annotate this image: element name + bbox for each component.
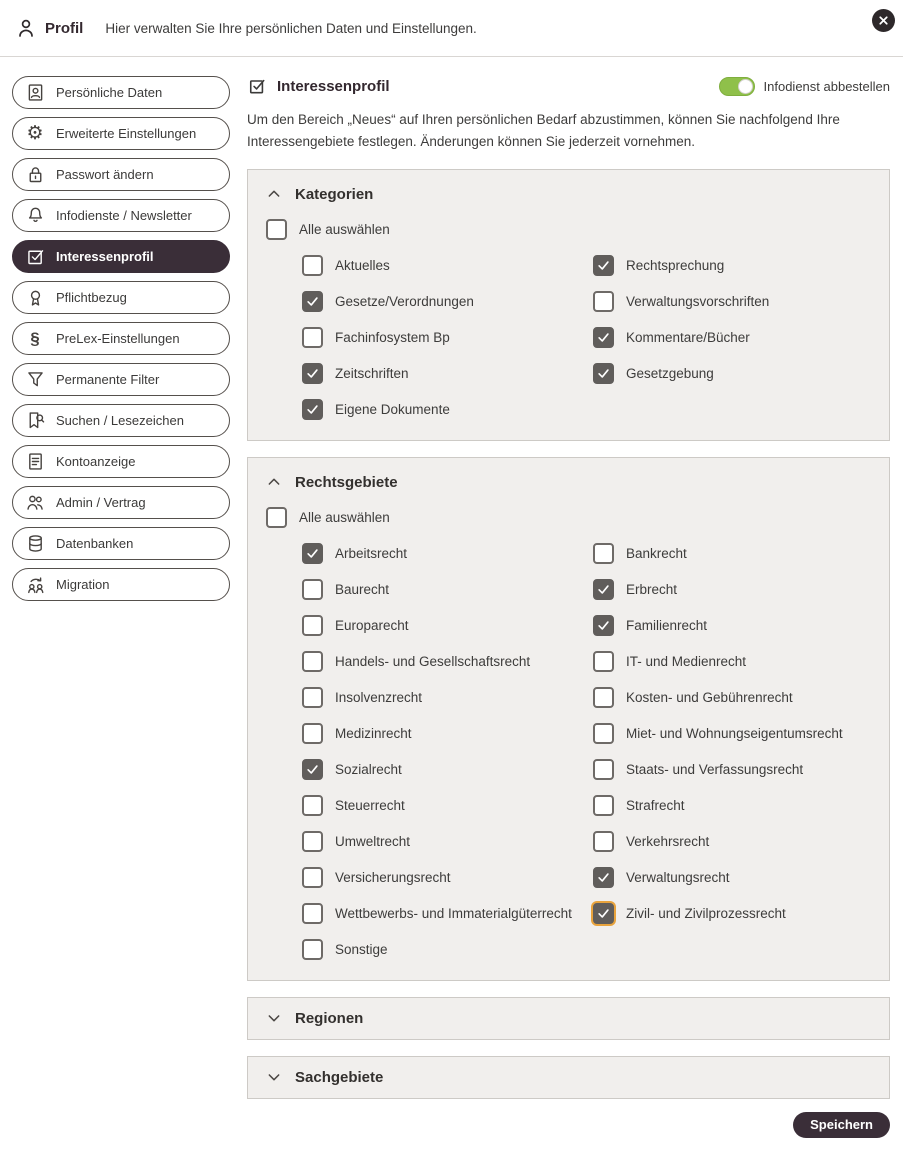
checkbox-item-verkehrsrecht[interactable]: Verkehrsrecht	[593, 831, 871, 852]
section-header[interactable]	[266, 186, 871, 203]
checkbox-checked[interactable]	[593, 903, 614, 924]
sidebar-item-pflichtbezug[interactable]: Pflichtbezug	[12, 281, 230, 314]
badge-icon	[24, 287, 46, 309]
footer	[247, 1112, 890, 1138]
filter-icon	[24, 369, 46, 391]
checkbox-item-kosten-und-geb-hrenrecht[interactable]: Kosten- und Gebührenrecht	[593, 687, 871, 708]
checkbox-checked[interactable]	[302, 291, 323, 312]
checkbox-item-zivil-und-zivilprozessrecht[interactable]: Zivil- und Zivilprozessrecht	[593, 903, 871, 924]
chevron-up-icon	[266, 186, 282, 202]
checkbox-item-strafrecht[interactable]: Strafrecht	[593, 795, 871, 816]
sidebar-item-datenbanken[interactable]: Datenbanken	[12, 527, 230, 560]
section-kategorien	[247, 169, 890, 441]
section-title: Sachgebiete	[295, 1068, 384, 1086]
checkbox-unchecked[interactable]	[302, 831, 323, 852]
checkbox-unchecked[interactable]	[302, 723, 323, 744]
sidebar-item-kontoanzeige[interactable]: Kontoanzeige	[12, 445, 230, 478]
header	[0, 0, 903, 57]
checkbox-item-fachinfosystem-bp[interactable]: Fachinfosystem Bp	[302, 327, 593, 348]
page-subtitle: Hier verwalten Sie Ihre persönlichen Daten und Einstellungen.	[105, 20, 477, 36]
checkbox-item-handels-und-gesellschaftsrecht[interactable]: Handels- und Gesellschaftsrecht	[302, 651, 593, 672]
section-regionen	[247, 997, 890, 1040]
chevron-up-icon	[266, 474, 282, 490]
checkbox-unchecked[interactable]	[302, 255, 323, 276]
checkbox-unchecked[interactable]	[266, 507, 287, 528]
checkbox-checked[interactable]	[302, 543, 323, 564]
checkbox-checked[interactable]	[593, 255, 614, 276]
checkbox-checked[interactable]	[302, 399, 323, 420]
checkbox-item-europarecht[interactable]: Europarecht	[302, 615, 593, 636]
sidebar-item-infodienste-newsletter[interactable]: Infodienste / Newsletter	[12, 199, 230, 232]
sidebar	[0, 57, 243, 1138]
close-icon[interactable]	[872, 9, 895, 32]
checkbox-unchecked[interactable]	[593, 687, 614, 708]
main-content	[243, 57, 903, 1138]
sidebar-item-prelex-einstellungen[interactable]: § PreLex-Einstellungen	[12, 322, 230, 355]
checkbox-unchecked[interactable]	[302, 687, 323, 708]
toggle-label: Infodienst abbestellen	[763, 78, 890, 94]
checkbox-item-wettbewerbs-und-immaterialg-terrecht[interactable]: Wettbewerbs- und Immaterialgüterrecht	[302, 903, 593, 924]
bookmark-search-icon	[24, 410, 46, 432]
checkbox-unchecked[interactable]	[593, 291, 614, 312]
checkbox-item-erbrecht[interactable]: Erbrecht	[593, 579, 871, 600]
infodienst-toggle[interactable]	[719, 77, 755, 96]
checkbox-item-staats-und-verfassungsrecht[interactable]: Staats- und Verfassungsrecht	[593, 759, 871, 780]
checkbox-unchecked[interactable]	[593, 795, 614, 816]
section-page-title: Interessenprofil	[277, 77, 390, 95]
checkbox-item-medizinrecht[interactable]: Medizinrecht	[302, 723, 593, 744]
sidebar-item-pers-nliche-daten[interactable]: Persönliche Daten	[12, 76, 230, 109]
checkbox-item-miet-und-wohnungseigentumsrecht[interactable]: Miet- und Wohnungseigentumsrecht	[593, 723, 871, 744]
section-header[interactable]	[266, 474, 871, 491]
checkbox-item-bankrecht[interactable]: Bankrecht	[593, 543, 871, 564]
checkbox-checked[interactable]	[302, 363, 323, 384]
checkbox-checked[interactable]	[302, 759, 323, 780]
checkbox-unchecked[interactable]	[593, 831, 614, 852]
section-sachgebiete	[247, 1056, 890, 1099]
sidebar-item-permanente-filter[interactable]: Permanente Filter	[12, 363, 230, 396]
checkbox-unchecked[interactable]	[593, 723, 614, 744]
checkbox-item-umweltrecht[interactable]: Umweltrecht	[302, 831, 593, 852]
people-icon	[24, 492, 46, 514]
checkbox-checked[interactable]	[593, 615, 614, 636]
checkbox-item-aktuelles[interactable]: Aktuelles	[302, 255, 593, 276]
section-header[interactable]	[266, 1010, 871, 1027]
checkbox-unchecked[interactable]	[302, 795, 323, 816]
checkbox-item-baurecht[interactable]: Baurecht	[302, 579, 593, 600]
checkbox-unchecked[interactable]	[302, 867, 323, 888]
database-icon	[24, 533, 46, 555]
checkbox-item-alle-ausw-hlen[interactable]: Alle auswählen	[266, 219, 871, 240]
lock-icon	[24, 164, 46, 186]
sidebar-item-interessenprofil[interactable]: Interessenprofil	[12, 240, 230, 273]
checkbox-unchecked[interactable]	[593, 543, 614, 564]
checkbox-item-zeitschriften[interactable]: Zeitschriften	[302, 363, 593, 384]
sidebar-item-admin-vertrag[interactable]: Admin / Vertrag	[12, 486, 230, 519]
checkbox-item-arbeitsrecht[interactable]: Arbeitsrecht	[302, 543, 593, 564]
sidebar-item-suchen-lesezeichen[interactable]: Suchen / Lesezeichen	[12, 404, 230, 437]
sidebar-item-erweiterte-einstellungen[interactable]: ⚙ Erweiterte Einstellungen	[12, 117, 230, 150]
section-header[interactable]	[266, 1069, 871, 1086]
id-card-icon	[24, 82, 46, 104]
checkbox-item-sonstige[interactable]: Sonstige	[302, 939, 593, 960]
checkbox-unchecked[interactable]	[302, 615, 323, 636]
checkbox-item-kommentare-b-cher[interactable]: Kommentare/Bücher	[593, 327, 871, 348]
checkbox-checked[interactable]	[593, 363, 614, 384]
checkbox-item-verwaltungsvorschriften[interactable]: Verwaltungsvorschriften	[593, 291, 871, 312]
save-button[interactable]: Speichern	[793, 1112, 890, 1138]
page-title: Profil	[45, 19, 84, 37]
sidebar-item-passwort-ndern[interactable]: Passwort ändern	[12, 158, 230, 191]
checkbox-item-gesetzgebung[interactable]: Gesetzgebung	[593, 363, 871, 384]
migration-icon	[24, 574, 46, 596]
section-title: Rechtsgebiete	[295, 473, 398, 491]
document-icon	[24, 451, 46, 473]
toggle-knob	[738, 79, 753, 94]
checkbox-unchecked[interactable]	[302, 327, 323, 348]
section-title: Regionen	[295, 1009, 364, 1027]
checkbox-unchecked[interactable]	[302, 939, 323, 960]
checkbox-item-alle-ausw-hlen[interactable]: Alle auswählen	[266, 507, 871, 528]
checked-box-icon	[247, 76, 267, 96]
checkbox-item-gesetze-verordnungen[interactable]: Gesetze/Verordnungen	[302, 291, 593, 312]
checkbox-item-familienrecht[interactable]: Familienrecht	[593, 615, 871, 636]
checkbox-unchecked[interactable]	[302, 903, 323, 924]
main-header	[247, 76, 890, 96]
chevron-down-icon	[266, 1069, 282, 1085]
description-text: Um den Bereich „Neues“ auf Ihren persönlichen Bedarf abzustimmen, können Sie nachfolgend Ihre Interessengebiete festlegen. Änderungen können Sie jederzeit vornehmen.	[247, 112, 840, 149]
section-rechtsgebiete	[247, 457, 890, 981]
checkbox-item-rechtsprechung[interactable]: Rechtsprechung	[593, 255, 871, 276]
person-icon	[14, 16, 38, 40]
checked-box-icon	[24, 246, 46, 268]
gear-icon: ⚙	[26, 122, 44, 144]
checkbox-item-sozialrecht[interactable]: Sozialrecht	[302, 759, 593, 780]
section-title: Kategorien	[295, 185, 374, 203]
checkbox-checked[interactable]	[593, 579, 614, 600]
checkbox-item-insolvenzrecht[interactable]: Insolvenzrecht	[302, 687, 593, 708]
checkbox-unchecked[interactable]	[593, 759, 614, 780]
sidebar-item-migration[interactable]: Migration	[12, 568, 230, 601]
checkbox-item-it-und-medienrecht[interactable]: IT- und Medienrecht	[593, 651, 871, 672]
section-sign-icon: §	[30, 329, 40, 348]
checkbox-unchecked[interactable]	[593, 651, 614, 672]
checkbox-item-versicherungsrecht[interactable]: Versicherungsrecht	[302, 867, 593, 888]
bell-icon	[24, 205, 46, 227]
checkbox-item-eigene-dokumente[interactable]: Eigene Dokumente	[302, 399, 593, 420]
checkbox-item-steuerrecht[interactable]: Steuerrecht	[302, 795, 593, 816]
checkbox-unchecked[interactable]	[266, 219, 287, 240]
chevron-down-icon	[266, 1010, 282, 1026]
checkbox-unchecked[interactable]	[302, 651, 323, 672]
checkbox-item-verwaltungsrecht[interactable]: Verwaltungsrecht	[593, 867, 871, 888]
checkbox-unchecked[interactable]	[302, 579, 323, 600]
checkbox-checked[interactable]	[593, 867, 614, 888]
checkbox-checked[interactable]	[593, 327, 614, 348]
